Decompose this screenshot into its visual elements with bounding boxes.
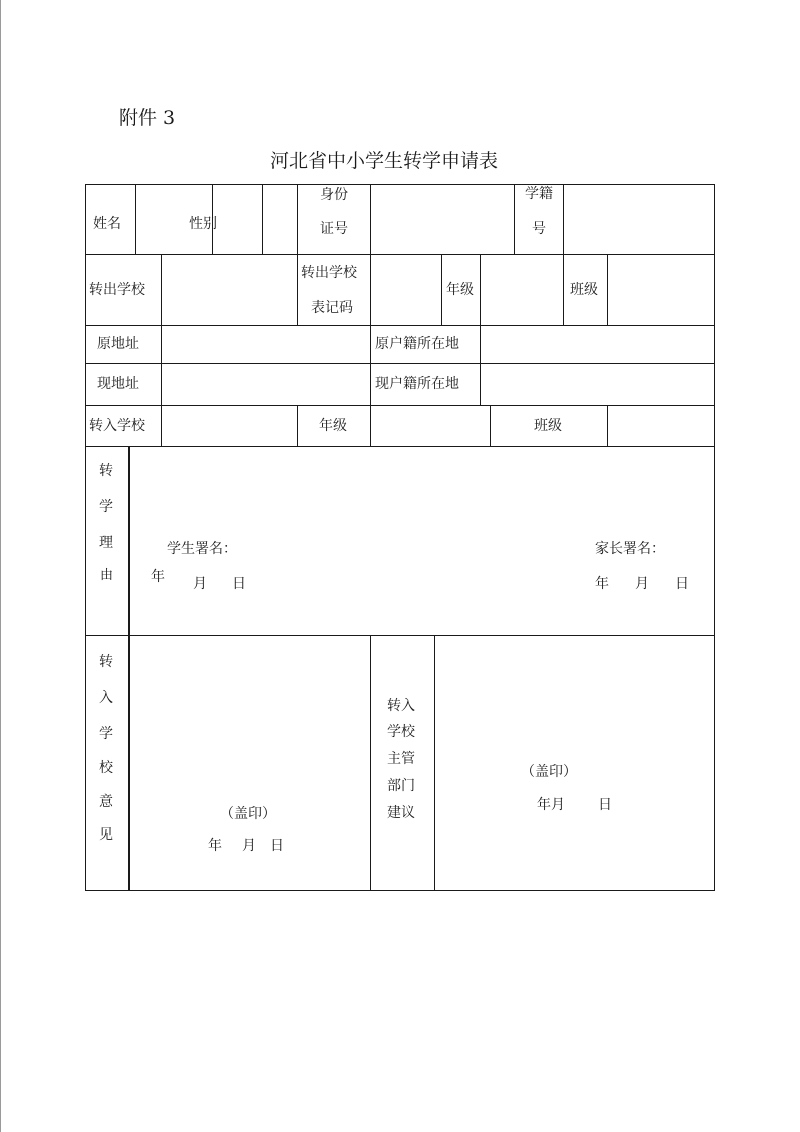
reason-label-char: 转: [99, 463, 113, 479]
table-line: [370, 635, 371, 891]
student-date-day: 日: [232, 576, 246, 592]
reason-label-char: 由: [100, 568, 114, 583]
table-line: [128, 446, 130, 891]
table-line: [370, 254, 371, 325]
school-date-year: 年: [208, 838, 222, 854]
parent-date-month: 月: [635, 576, 649, 592]
table-line: [161, 254, 162, 325]
opinion-label-char: 意: [99, 794, 113, 810]
table-line: [85, 446, 715, 447]
dept-advice-label-line: 建议: [387, 805, 415, 821]
student-date-month: 月: [193, 576, 207, 592]
in-grade-label: 年级: [319, 418, 347, 434]
table-line: [441, 254, 442, 325]
name-label: 姓名: [93, 216, 121, 232]
opinion-label-char: 转: [99, 654, 113, 670]
school-seal-label: （盖印）: [220, 806, 276, 822]
opinion-label-char: 学: [99, 726, 113, 742]
parent-date-year: 年: [595, 576, 609, 592]
table-line: [85, 635, 715, 636]
table-line: [85, 405, 715, 406]
table-line: [85, 363, 715, 364]
table-line: [607, 254, 608, 325]
table-line: [370, 405, 371, 446]
table-line: [370, 184, 371, 254]
parent-signature-label: 家长署名：: [595, 541, 665, 557]
table-line: [297, 184, 298, 254]
table-line: [297, 405, 298, 446]
student-reg-label-line2: 号: [532, 221, 546, 237]
school-date-day: 日: [270, 838, 284, 854]
dept-date-day: 日: [598, 797, 612, 813]
table-line: [161, 405, 162, 446]
id-number-label-line2: 证号: [320, 221, 348, 237]
table-line: [490, 405, 491, 446]
table-line: [85, 184, 86, 891]
table-line: [714, 184, 715, 891]
student-reg-label-line1: 学籍: [525, 186, 553, 202]
table-line: [262, 184, 263, 254]
out-school-code-label-line2: 表记码: [311, 300, 353, 316]
opinion-label-char: 校: [99, 760, 113, 776]
table-line: [85, 325, 715, 326]
page-left-edge: [0, 0, 1, 1132]
current-hukou-label: 现户籍所在地: [375, 376, 459, 392]
attachment-label: 附件 3: [119, 107, 176, 129]
table-line: [607, 405, 608, 446]
table-line: [297, 254, 298, 325]
form-title: 河北省中小学生转学申请表: [270, 150, 499, 172]
dept-advice-label-line: 转入: [387, 698, 415, 714]
reason-label-char: 学: [99, 499, 113, 515]
student-date-year: 年: [151, 569, 165, 585]
table-line: [563, 184, 564, 254]
table-line: [161, 325, 162, 405]
dept-date-year-month: 年月: [537, 797, 565, 813]
table-line: [480, 325, 481, 405]
opinion-label-char: 入: [99, 690, 113, 706]
table-line: [434, 635, 435, 891]
out-school-label: 转出学校: [89, 282, 145, 298]
student-signature-label: 学生署名：: [167, 541, 237, 557]
gender-label: 性别: [189, 216, 217, 232]
dept-advice-label-line: 主管: [387, 751, 415, 767]
table-line: [514, 184, 515, 254]
reason-label-char: 理: [99, 535, 113, 551]
parent-date-day: 日: [675, 576, 689, 592]
school-date-month: 月: [242, 838, 256, 854]
table-line: [85, 254, 715, 255]
table-line: [85, 890, 715, 891]
dept-advice-label-line: 部门: [387, 778, 415, 794]
out-school-code-label-line1: 转出学校: [301, 265, 357, 281]
dept-seal-label: （盖印）: [521, 764, 577, 780]
table-line: [85, 184, 715, 185]
table-line: [135, 184, 136, 254]
current-address-label: 现地址: [97, 376, 139, 392]
table-line: [370, 325, 371, 405]
id-number-label-line1: 身份: [320, 187, 348, 203]
table-line: [563, 254, 564, 325]
out-class-label: 班级: [570, 282, 598, 298]
original-address-label: 原地址: [97, 336, 139, 352]
table-line: [480, 254, 481, 325]
dept-advice-label-line: 学校: [387, 724, 415, 740]
out-grade-label: 年级: [446, 282, 474, 298]
in-school-label: 转入学校: [89, 418, 145, 434]
in-class-label: 班级: [534, 418, 562, 434]
opinion-label-char: 见: [99, 827, 113, 843]
original-hukou-label: 原户籍所在地: [375, 336, 459, 352]
